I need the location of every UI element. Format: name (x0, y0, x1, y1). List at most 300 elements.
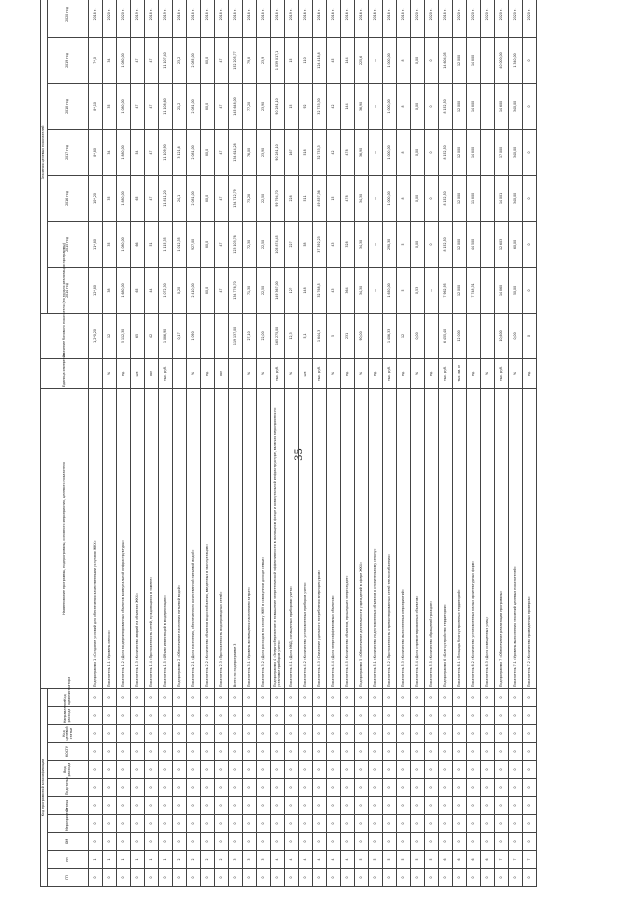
base-value-cell: 1,2*0,20 (89, 313, 103, 358)
code-cell: 0 (453, 815, 467, 833)
value-cell: 14 860 (495, 267, 509, 313)
code-cell: 0 (523, 725, 537, 743)
code-cell: 0 (411, 833, 425, 851)
code-cell: 0 (439, 725, 453, 743)
value-cell: 15 (327, 175, 341, 221)
table-row (243, 0, 257, 887)
header-code-col: Направление расхода (48, 707, 89, 725)
value-cell: 23,90 (257, 83, 271, 129)
table-row (467, 0, 481, 887)
value-cell: 2019 г. (159, 0, 173, 37)
code-cell: 0 (285, 761, 299, 779)
value-cell: 34 (103, 129, 117, 175)
code-cell: 0 (425, 761, 439, 779)
value-cell: 2016 г. (327, 0, 341, 37)
value-cell: 14 001 (495, 175, 509, 221)
code-cell: 0 (271, 707, 285, 725)
code-cell: 0 (159, 797, 173, 815)
code-cell: 2 (187, 851, 201, 869)
value-cell: 2020 г. (467, 0, 481, 37)
base-value-cell: 6 455,40 (439, 313, 453, 358)
code-cell: 0 (89, 761, 103, 779)
code-cell: 0 (187, 779, 201, 797)
value-cell: 0,00 (411, 37, 425, 83)
code-cell: 0 (481, 869, 495, 887)
code-cell: 0 (509, 743, 523, 761)
value-cell: 1 000,00 (383, 83, 397, 129)
base-value-cell: 1 090 (187, 313, 201, 358)
value-cell: 2 410,00 (187, 267, 201, 313)
base-value-cell (467, 313, 481, 358)
code-cell: 0 (313, 761, 327, 779)
code-cell: 0 (383, 761, 397, 779)
value-cell: — (425, 267, 439, 313)
value-cell: 2019 г. (131, 0, 145, 37)
code-cell: 0 (89, 779, 103, 797)
code-cell: 0 (397, 833, 411, 851)
code-cell: 0 (285, 725, 299, 743)
code-cell: 0 (187, 688, 201, 706)
code-cell: 0 (341, 707, 355, 725)
code-cell: 0 (229, 779, 243, 797)
value-cell: — (369, 267, 383, 313)
value-cell: 340,00 (509, 83, 523, 129)
code-cell: 0 (523, 707, 537, 725)
value-cell: 7 748,31 (467, 267, 481, 313)
code-cell: 0 (481, 779, 495, 797)
value-cell: 71,30 (243, 267, 257, 313)
code-cell: 5 (355, 851, 369, 869)
base-value-cell: 12 000 (453, 313, 467, 358)
code-cell: 0 (439, 833, 453, 851)
table-row (173, 0, 187, 887)
value-cell: 167 (285, 129, 299, 175)
code-cell: 0 (425, 688, 439, 706)
value-cell: 32 768,5 (313, 267, 327, 313)
code-cell: 0 (145, 869, 159, 887)
code-cell: 0 (103, 815, 117, 833)
value-cell: 0,00 (411, 129, 425, 175)
code-cell: 0 (201, 688, 215, 706)
code-cell: 0 (271, 815, 285, 833)
code-cell: 0 (201, 815, 215, 833)
code-cell: 0 (467, 779, 481, 797)
code-cell: 0 (201, 707, 215, 725)
indicator-name-cell: Показатель 4.2 «Количество установленных приборов учета» (299, 388, 313, 688)
table-row (313, 0, 327, 887)
table-row (215, 0, 229, 887)
code-cell: 0 (495, 761, 509, 779)
indicator-name-cell: Показатель 3.1 «Уровень возмещения населением затрат» (243, 388, 257, 688)
code-cell: 0 (327, 707, 341, 725)
code-cell: 0 (523, 779, 537, 797)
indicator-name-cell: Показатель 7.2 «Количество проведенных проверок» (523, 388, 537, 688)
code-cell: 0 (243, 869, 257, 887)
header-code-col: ГП (48, 869, 89, 887)
base-value-cell: 42 (145, 313, 159, 358)
value-cell: 2020 г. (117, 0, 131, 37)
value-cell: 478 (341, 129, 355, 175)
code-cell: 1 (89, 851, 103, 869)
indicator-name-cell: Показатель 5.5 «Количество обращений граждан» (425, 388, 439, 688)
value-cell: 2 081,00 (187, 129, 201, 175)
code-cell: 0 (173, 688, 187, 706)
base-value-cell: 0,17 (173, 313, 187, 358)
code-cell: 4 (327, 851, 341, 869)
table-row (229, 0, 243, 887)
code-cell: 0 (453, 869, 467, 887)
code-cell: 0 (89, 797, 103, 815)
code-cell: 4 (341, 851, 355, 869)
code-cell: 0 (299, 688, 313, 706)
value-cell: 2016 г. (369, 0, 383, 37)
value-cell: 124 418,8 (313, 37, 327, 83)
code-cell: 0 (481, 833, 495, 851)
code-cell: 0 (201, 761, 215, 779)
value-cell: 2016 г. (299, 0, 313, 37)
indicator-name-cell: Показатель 4.1 «Доля МКД, оснащенных приборами учета» (285, 388, 299, 688)
code-cell: 0 (117, 869, 131, 887)
value-cell: 73,28 (243, 175, 257, 221)
code-cell: 0 (187, 869, 201, 887)
value-cell: 0 (523, 129, 537, 175)
code-cell: 0 (495, 688, 509, 706)
value-cell: — (369, 221, 383, 267)
code-cell: 0 (201, 725, 215, 743)
value-cell: 45 (327, 37, 341, 83)
value-cell: 50,00 (509, 267, 523, 313)
code-cell: 0 (89, 725, 103, 743)
code-cell: 0 (327, 761, 341, 779)
code-cell: 0 (341, 761, 355, 779)
header-year-col: 2019 год (48, 37, 89, 83)
value-cell: 8 (397, 83, 411, 129)
value-cell: 2018 г. (383, 0, 397, 37)
code-cell: 0 (383, 779, 397, 797)
value-cell: 518 (299, 129, 313, 175)
base-value-cell: 12 (397, 313, 411, 358)
code-cell: 0 (383, 815, 397, 833)
value-cell: 79,8 (243, 37, 257, 83)
code-cell: 0 (89, 815, 103, 833)
code-cell: 0 (425, 797, 439, 815)
value-cell: 77,20 (243, 83, 257, 129)
code-cell: 2 (201, 851, 215, 869)
value-cell: 10*,20 (89, 175, 103, 221)
value-cell: 2020 г. (495, 0, 509, 37)
code-cell: 0 (201, 833, 215, 851)
table-row (523, 0, 537, 887)
indicator-name-cell: Показатель 1.2 «Доля модернизированных объектов коммунальной инфраструктуры» (117, 388, 131, 688)
code-cell: 4 (313, 851, 327, 869)
code-cell: 0 (299, 779, 313, 797)
code-cell: 7 (523, 851, 537, 869)
code-cell: 6 (453, 851, 467, 869)
code-cell: 0 (523, 743, 537, 761)
value-cell (481, 83, 495, 129)
code-cell: 0 (523, 761, 537, 779)
code-cell: 0 (411, 743, 425, 761)
code-cell: 0 (159, 688, 173, 706)
value-cell: 145 648,00 (229, 83, 243, 129)
value-cell: 65 (131, 267, 145, 313)
code-cell: 0 (145, 815, 159, 833)
unit-cell: тыс. руб. (271, 358, 285, 388)
code-cell: 0 (467, 761, 481, 779)
code-cell: 0 (257, 761, 271, 779)
code-cell: 0 (117, 725, 131, 743)
value-cell: 34,30 (355, 175, 369, 221)
code-cell: 0 (187, 815, 201, 833)
code-cell: 0 (89, 743, 103, 761)
value-cell (481, 221, 495, 267)
value-cell: 0 (425, 221, 439, 267)
value-cell: 2018 г. (271, 0, 285, 37)
code-cell: 0 (243, 815, 257, 833)
code-cell: 0 (397, 779, 411, 797)
value-cell: 0,20 (173, 267, 187, 313)
code-cell: 0 (509, 761, 523, 779)
code-cell: 0 (341, 797, 355, 815)
unit-cell: ед. (425, 358, 439, 388)
code-cell: 0 (145, 707, 159, 725)
code-cell: 0 (117, 743, 131, 761)
value-cell: 144 (341, 37, 355, 83)
code-cell: 0 (341, 779, 355, 797)
value-cell: 0 (523, 83, 537, 129)
code-cell: 0 (131, 725, 145, 743)
value-cell: 35 (103, 175, 117, 221)
value-cell: 134 614,28 (229, 129, 243, 175)
code-cell: 1 (131, 851, 145, 869)
code-cell: 0 (313, 869, 327, 887)
code-cell: 0 (495, 707, 509, 725)
value-cell (481, 175, 495, 221)
value-cell: 2018 г. (173, 0, 187, 37)
value-cell: 8 152,50 (439, 175, 453, 221)
value-cell: 47 (145, 175, 159, 221)
value-cell: 51 (145, 221, 159, 267)
code-cell: 0 (411, 761, 425, 779)
code-cell: 0 (467, 743, 481, 761)
unit-cell: тыс. руб. (383, 358, 397, 388)
code-cell: 0 (453, 707, 467, 725)
indicator-name-cell: Подпрограмма 6 «Благоустройство территории» (439, 388, 453, 688)
code-cell: 1 (159, 851, 173, 869)
value-cell: 1 000,00 (383, 37, 397, 83)
value-cell: 21,2 (173, 83, 187, 129)
value-cell: 1 650,00 (383, 267, 397, 313)
indicator-name-cell: Показатель 4.3 «Снижение удельного потребления энергоресурсов» (313, 388, 327, 688)
base-value-cell: 22,00 (257, 313, 271, 358)
value-cell: 110 (299, 37, 313, 83)
code-cell: 0 (481, 725, 495, 743)
code-cell: 0 (495, 797, 509, 815)
value-cell: 14 800 (467, 37, 481, 83)
value-cell: 14 800 (467, 129, 481, 175)
code-cell: 0 (369, 707, 383, 725)
value-cell: 0,00 (411, 175, 425, 221)
code-cell: 0 (117, 779, 131, 797)
code-cell: 0 (411, 815, 425, 833)
base-value-cell (425, 313, 439, 358)
value-cell: 58 (299, 221, 313, 267)
code-cell: 0 (341, 688, 355, 706)
code-cell: 0 (173, 833, 187, 851)
code-cell: 0 (243, 707, 257, 725)
header-code-col: Код целевой статьи (48, 725, 89, 743)
value-cell: 34 (103, 37, 117, 83)
code-cell: 0 (201, 779, 215, 797)
code-cell: 0 (89, 688, 103, 706)
base-value-cell: 90,00 (355, 313, 369, 358)
code-cell: 0 (257, 815, 271, 833)
value-cell: 43 (327, 267, 341, 313)
code-cell: 0 (495, 869, 509, 887)
code-cell: 0 (173, 797, 187, 815)
code-cell: 0 (509, 688, 523, 706)
code-cell: 0 (159, 869, 173, 887)
code-cell: 0 (481, 815, 495, 833)
table-row (327, 0, 341, 887)
value-cell (481, 129, 495, 175)
unit-cell: ед. (397, 358, 411, 388)
code-cell: 0 (159, 761, 173, 779)
code-cell: 0 (201, 869, 215, 887)
code-cell: 0 (131, 743, 145, 761)
value-cell: 7*,0 (89, 37, 103, 83)
value-cell: 2018 г. (229, 0, 243, 37)
code-cell: 0 (215, 815, 229, 833)
code-cell: 0 (187, 833, 201, 851)
code-cell: 0 (229, 688, 243, 706)
value-cell: 0 (523, 267, 537, 313)
value-cell: 12 603 (495, 221, 509, 267)
code-cell: 0 (159, 833, 173, 851)
value-cell: 2016 г. (355, 0, 369, 37)
code-cell: 0 (523, 797, 537, 815)
code-cell: 7 (509, 851, 523, 869)
value-cell: 2 081,00 (187, 83, 201, 129)
code-cell: 0 (131, 707, 145, 725)
code-cell: 0 (425, 779, 439, 797)
code-cell: 1 (117, 851, 131, 869)
value-cell: 2018 г. (257, 0, 271, 37)
code-cell: 0 (243, 779, 257, 797)
value-cell: 1 000,00 (383, 129, 397, 175)
value-cell: 7 962,95 (439, 267, 453, 313)
code-cell: 0 (313, 797, 327, 815)
code-cell: 0 (159, 815, 173, 833)
unit-cell (229, 358, 243, 388)
value-cell: 2018 г. (439, 0, 453, 37)
indicator-name-cell: Показатель 5.3 «Количество выполненных мероприятий» (397, 388, 411, 688)
unit-cell: % (411, 358, 425, 388)
code-cell: 0 (159, 725, 173, 743)
code-cell: 0 (117, 707, 131, 725)
value-cell (481, 37, 495, 83)
value-cell: 92 (299, 83, 313, 129)
code-cell: 0 (467, 815, 481, 833)
value-cell: 511 (299, 175, 313, 221)
unit-cell: ед. (201, 358, 215, 388)
header-code-col: Подстатья (48, 779, 89, 797)
code-cell: 0 (257, 707, 271, 725)
code-cell: 0 (145, 761, 159, 779)
value-cell: 0 (523, 37, 537, 83)
code-cell: 0 (313, 833, 327, 851)
code-cell: 0 (383, 833, 397, 851)
value-cell: — (369, 37, 383, 83)
code-cell: 0 (173, 779, 187, 797)
table-row (89, 0, 103, 887)
value-cell: 90 281,10 (271, 129, 285, 175)
indicator-name-cell: Показатель 5.1 «Количество подготовленных объектов к отопительному сезону» (369, 388, 383, 688)
code-cell: 0 (201, 743, 215, 761)
base-value-cell: 65 (131, 313, 145, 358)
header-year-col: 2017 год (48, 129, 89, 175)
indicator-name-cell: Показатель 1.3 «Количество аварий на объектах ЖКХ» (131, 388, 145, 688)
value-cell: 1 012,35 (173, 221, 187, 267)
code-cell: 0 (481, 797, 495, 815)
code-cell: 0 (509, 779, 523, 797)
code-cell: 0 (103, 688, 117, 706)
code-cell: 0 (257, 869, 271, 887)
value-cell: 228 (285, 175, 299, 221)
value-cell: 0 (523, 221, 537, 267)
unit-cell: % (355, 358, 369, 388)
code-cell: 0 (439, 743, 453, 761)
unit-cell: км (215, 358, 229, 388)
header-year-col: 2016 год (48, 175, 89, 221)
value-cell: 225,6 (355, 37, 369, 83)
indicator-name-cell: Показатель 2.3 «Протяженность водопроводных сетей» (215, 388, 229, 688)
code-cell: 0 (215, 743, 229, 761)
value-cell: 32 733,3 (313, 129, 327, 175)
value-cell: 11 108,60 (159, 83, 173, 129)
value-cell: 12 000 (453, 267, 467, 313)
value-cell: 1 115,35 (159, 221, 173, 267)
code-cell: 0 (355, 815, 369, 833)
code-cell: 0 (187, 761, 201, 779)
value-cell: 11 109,90 (159, 129, 173, 175)
code-cell: 0 (411, 869, 425, 887)
code-cell: 0 (299, 725, 313, 743)
code-cell: 0 (299, 833, 313, 851)
value-cell: 123 103,76 (229, 221, 243, 267)
header-code-col: пп (48, 851, 89, 869)
code-cell: 0 (467, 797, 481, 815)
value-cell: — (369, 175, 383, 221)
indicator-name-cell: Показатель 4.5 «Количество объектов, прошедших энергоаудит» (341, 388, 355, 688)
unit-cell: ед. (369, 358, 383, 388)
code-cell: 0 (215, 707, 229, 725)
indicator-name-cell: Показатель 4.4 «Доля энергоэффективных объектов» (327, 388, 341, 688)
code-cell: 0 (397, 688, 411, 706)
base-value-cell: 165 275,00 (271, 313, 285, 358)
value-cell: 47 (215, 221, 229, 267)
indicator-name-cell: Подпрограмма 4 «Энергосбережение и повышение энергетической эффективности в жилищном фонде и коммунальной инфраструктуре, включая мероприятия по установке приборов учета» (271, 388, 285, 688)
value-cell: 22,50 (257, 221, 271, 267)
code-cell: 0 (341, 869, 355, 887)
code-cell: 0 (159, 779, 173, 797)
code-cell: 5 (425, 851, 439, 869)
code-cell: 0 (439, 688, 453, 706)
code-cell: 0 (131, 779, 145, 797)
table-row (341, 0, 355, 887)
code-cell: 0 (411, 779, 425, 797)
code-cell: 0 (341, 833, 355, 851)
